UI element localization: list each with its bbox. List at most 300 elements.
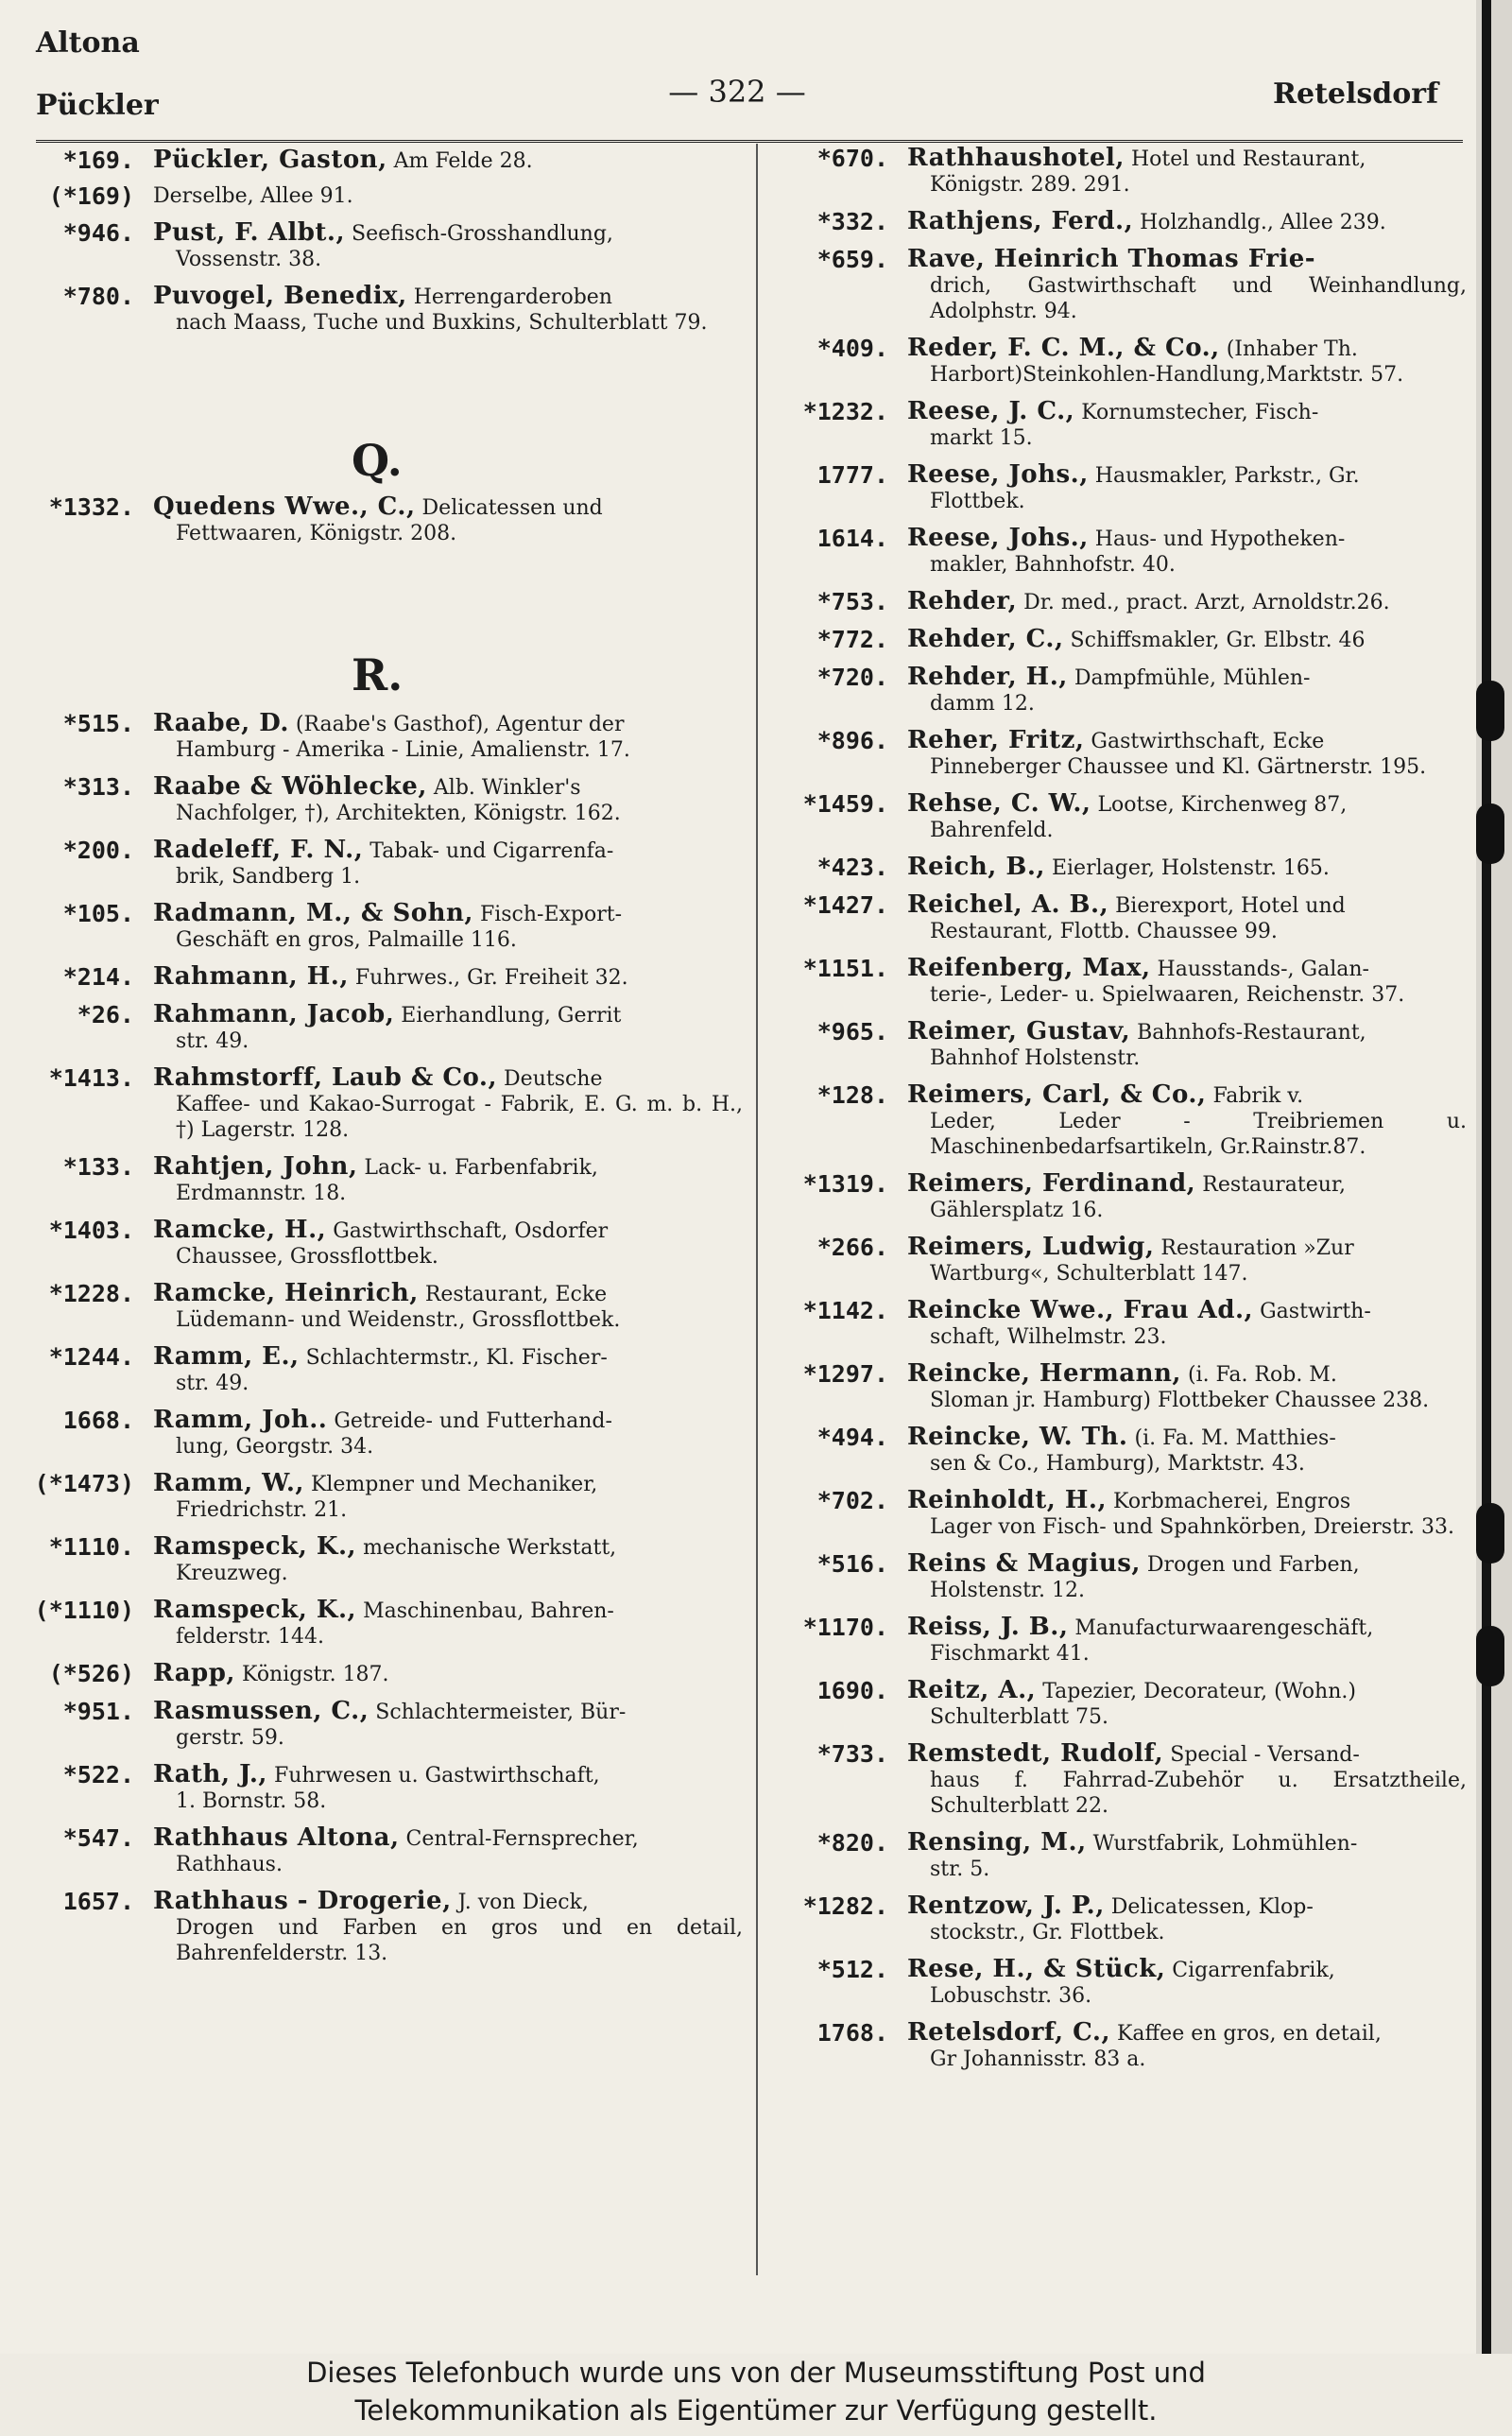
page-edge — [1476, 0, 1512, 2354]
directory-entry — [765, 1488, 1467, 1540]
directory-entry — [32, 1762, 743, 1814]
subscriber-name: Rahtjen, John, — [153, 1152, 358, 1181]
entry-text — [907, 146, 1467, 198]
entry-text — [907, 247, 1467, 324]
entry-address: drich, Gastwirthschaft und Weinhandlung, Adolphstr. 94. — [930, 274, 1467, 323]
directory-entry — [765, 892, 1467, 944]
entry-address: Schulterblatt 75. — [930, 1705, 1109, 1729]
entry-text — [907, 2020, 1467, 2072]
subscriber-name: Remstedt, Rudolf, — [907, 1739, 1164, 1768]
entry-text — [153, 494, 743, 546]
entry-details: Hotel und Restaurant, — [1130, 147, 1366, 171]
entry-details: Drogen und Farben, — [1146, 1553, 1360, 1577]
entry-details: (i. Fa. M. Matthies- — [1134, 1426, 1336, 1450]
entry-address: Gählersplatz 16. — [930, 1199, 1104, 1222]
subscriber-name: Rathjens, Ferd., — [907, 207, 1134, 235]
binding-bar — [1482, 0, 1491, 2354]
phone-number: *1170. — [802, 1614, 888, 1641]
directory-entry — [32, 1281, 743, 1333]
directory-entry — [32, 494, 743, 546]
directory-entry — [32, 1218, 743, 1270]
entry-text — [153, 220, 743, 272]
entry-address: markt 15. — [930, 426, 1033, 450]
phone-number: *494. — [816, 1424, 888, 1451]
phone-number: *820. — [816, 1829, 888, 1857]
entry-address: Wartburg«, Schulterblatt 147. — [930, 1262, 1248, 1286]
entry-address: Sloman jr. Hamburg) Flottbeker Chaussee 238. — [930, 1389, 1430, 1412]
phone-number: *670. — [816, 145, 888, 172]
entry-address: Nachfolger, †), Architekten, Königstr. 162. — [176, 802, 621, 825]
entry-address: Drogen und Farben en gros und en detail, Bahrenfelderstr. 13. — [176, 1916, 743, 1965]
entry-details: Delicatessen und — [421, 496, 603, 520]
phone-number: *780. — [62, 283, 134, 310]
phone-number: *1110. — [48, 1533, 134, 1561]
entry-text — [907, 1361, 1467, 1413]
entry-text — [907, 1893, 1467, 1945]
entry-details: Haus- und Hypotheken- — [1094, 527, 1346, 551]
subscriber-name: Reincke, W. Th. — [907, 1423, 1128, 1451]
phone-number: *1427. — [802, 891, 888, 919]
subscriber-name: Ramcke, Heinrich, — [153, 1279, 419, 1307]
subscriber-name: Rapp, — [153, 1659, 235, 1687]
entry-address: Hamburg - Amerika - Linie, Amalienstr. 17. — [176, 738, 630, 762]
entry-text — [907, 627, 1467, 653]
subscriber-name: Radmann, M., & Sohn, — [153, 899, 473, 927]
phone-number: *946. — [62, 219, 134, 247]
directory-entry — [765, 1615, 1467, 1667]
phone-number: (*169) — [48, 182, 134, 210]
phone-number: *1297. — [802, 1360, 888, 1388]
phone-number: *105. — [62, 900, 134, 927]
entry-text — [907, 1678, 1467, 1730]
entry-address: sen & Co., Hamburg), Marktstr. 43. — [930, 1452, 1305, 1476]
entry-address: Leder, Leder - Treibriemen u. Maschinenbedarfsartikeln, Gr.Rainstr.87. — [930, 1110, 1467, 1159]
subscriber-name: Reese, J. C., — [907, 397, 1075, 425]
phone-number: *200. — [62, 837, 134, 864]
phone-number: *214. — [62, 963, 134, 991]
subscriber-name: Reimers, Ferdinand, — [907, 1169, 1196, 1198]
directory-entry — [32, 1598, 743, 1650]
phone-number: *896. — [816, 727, 888, 754]
binding-mark — [1476, 803, 1504, 864]
phone-number: *313. — [62, 773, 134, 801]
phone-number: *733. — [816, 1740, 888, 1768]
entry-address: Harbort)Steinkohlen-Handlung,Marktstr. 57. — [930, 363, 1404, 387]
entry-text — [153, 1408, 743, 1460]
subscriber-name: Ramcke, H., — [153, 1216, 327, 1244]
phone-number: *1282. — [802, 1892, 888, 1920]
entry-address: Fettwaaren, Königstr. 208. — [176, 522, 457, 545]
entry-address: Königstr. 289. 291. — [930, 173, 1130, 197]
directory-entry — [32, 147, 743, 174]
directory-entry — [32, 1344, 743, 1396]
phone-number: *1142. — [802, 1297, 888, 1324]
column-divider — [756, 144, 758, 2275]
entry-details: Fabrik v. — [1212, 1084, 1304, 1108]
entry-details: Hausstands-, Galan- — [1157, 958, 1369, 981]
entry-text — [907, 1741, 1467, 1819]
directory-entry — [32, 1154, 743, 1206]
phone-number: *951. — [62, 1698, 134, 1725]
subscriber-name: Rehse, C. W., — [907, 789, 1091, 818]
entry-address: Rathhaus. — [176, 1853, 283, 1876]
entry-text — [907, 1298, 1467, 1350]
entry-details: Bierexport, Hotel und — [1115, 894, 1346, 918]
entry-text — [153, 1661, 743, 1687]
entry-text — [907, 399, 1467, 451]
entry-address: Vossenstr. 38. — [176, 248, 322, 271]
entry-text — [153, 1889, 743, 1966]
entry-text — [153, 183, 743, 209]
subscriber-name: Reimer, Gustav, — [907, 1017, 1131, 1045]
left-column — [32, 142, 743, 1966]
entry-address: makler, Bahnhofstr. 40. — [930, 553, 1176, 577]
subscriber-name: Ramspeck, K., — [153, 1596, 357, 1624]
subscriber-name: Rath, J., — [153, 1760, 267, 1788]
entry-details: (Inhaber Th. — [1226, 337, 1358, 361]
entry-address: damm 12. — [930, 692, 1035, 716]
directory-entry — [765, 2020, 1467, 2072]
entry-text — [153, 1065, 743, 1143]
entry-details: Klempner und Mechaniker, — [310, 1473, 598, 1496]
entry-details: Getreide- und Futterhand- — [334, 1409, 612, 1433]
entry-address: str. 5. — [930, 1857, 990, 1881]
subscriber-name: Reich, B., — [907, 853, 1045, 881]
phone-number: 1690. — [816, 1677, 888, 1704]
entry-address: Gr Johannisstr. 83 a. — [930, 2047, 1146, 2071]
entry-address: haus f. Fahrrad-Zubehör u. Ersatztheile, Schulterblatt 22. — [930, 1769, 1467, 1818]
directory-entry — [765, 1361, 1467, 1413]
entry-details: Fisch-Export- — [479, 903, 623, 926]
subscriber-name: Ramm, E., — [153, 1342, 300, 1371]
directory-entry — [32, 1408, 743, 1460]
phone-number: *1151. — [802, 955, 888, 982]
directory-entry — [32, 1889, 743, 1966]
phone-number: *659. — [816, 246, 888, 273]
phone-number: *1332. — [48, 493, 134, 521]
subscriber-name: Reher, Fritz, — [907, 726, 1085, 754]
entry-text — [153, 1281, 743, 1333]
entry-address: str. 49. — [176, 1029, 249, 1053]
entry-address: Pinneberger Chaussee und Kl. Gärtnerstr. 195. — [930, 755, 1427, 779]
entry-text — [153, 1002, 743, 1054]
section-letter: R. — [352, 649, 404, 700]
phone-number: *772. — [816, 626, 888, 653]
entry-text — [153, 1699, 743, 1751]
entry-text — [907, 1082, 1467, 1160]
entry-address: stockstr., Gr. Flottbek. — [930, 1921, 1165, 1944]
subscriber-name: Rahmstorff, Laub & Co., — [153, 1063, 498, 1092]
subscriber-name: Reifenberg, Max, — [907, 954, 1151, 982]
subscriber-name: Reese, Johs., — [907, 524, 1089, 552]
subscriber-name: Ramm, Joh.. — [153, 1406, 328, 1434]
subscriber-name: Reimers, Ludwig, — [907, 1233, 1155, 1261]
entry-details: Gastwirthschaft, Ecke — [1091, 730, 1325, 753]
entry-address: Friedrichstr. 21. — [176, 1498, 348, 1522]
phone-number: *1459. — [802, 790, 888, 818]
subscriber-name: Rave, Heinrich Thomas Frie- — [907, 245, 1316, 273]
directory-entry — [32, 1471, 743, 1523]
entry-text — [907, 728, 1467, 780]
entry-address: felderstr. 144. — [176, 1625, 325, 1649]
subscriber-name: Rensing, M., — [907, 1828, 1087, 1857]
directory-entry — [765, 1171, 1467, 1223]
subscriber-name: Rentzow, J. P., — [907, 1892, 1105, 1920]
subscriber-name: Rahmann, Jacob, — [153, 1000, 395, 1028]
entry-details: Schlachtermeister, Bür- — [375, 1701, 627, 1724]
binding-mark — [1476, 1626, 1504, 1686]
header-page-number: — 322 — — [668, 74, 806, 110]
directory-entry — [765, 462, 1467, 514]
entry-text — [907, 1615, 1467, 1667]
directory-entry — [765, 247, 1467, 324]
entry-details: Gastwirth- — [1260, 1300, 1371, 1323]
entry-details: Central-Fernsprecher, — [405, 1827, 639, 1851]
directory-entry — [32, 1002, 743, 1054]
directory-entry — [32, 1661, 743, 1687]
subscriber-name: Pust, F. Albt., — [153, 218, 345, 247]
entry-address: Restaurant, Flottb. Chaussee 99. — [930, 920, 1278, 943]
entry-text — [907, 1551, 1467, 1603]
phone-number: *515. — [62, 710, 134, 737]
subscriber-name: Radeleff, F. N., — [153, 836, 364, 864]
entry-details: Cigarrenfabrik, — [1172, 1959, 1335, 1982]
entry-text — [907, 1425, 1467, 1477]
entry-details: mechanische Werkstatt, — [363, 1536, 617, 1560]
entry-details: Seefisch-Grosshandlung, — [352, 222, 613, 246]
entry-details: Tabak- und Cigarrenfa- — [369, 839, 614, 863]
phone-number: *1228. — [48, 1280, 134, 1307]
subscriber-name: Ramspeck, K., — [153, 1532, 357, 1561]
entry-text — [153, 147, 743, 174]
phone-number: *965. — [816, 1018, 888, 1045]
entry-details: Derselbe, Allee 91. — [153, 184, 353, 208]
entry-details: Gastwirthschaft, Osdorfer — [333, 1219, 609, 1243]
directory-entry — [32, 838, 743, 890]
directory-entry — [765, 1551, 1467, 1603]
entry-details: Restauration »Zur — [1160, 1236, 1354, 1260]
subscriber-name: Rehder, C., — [907, 625, 1064, 653]
entry-details: Manufacturwaarengeschäft, — [1074, 1616, 1374, 1640]
entry-details: Herrengarderoben — [413, 285, 612, 309]
directory-entry — [32, 901, 743, 953]
entry-text — [153, 1825, 743, 1877]
right-column — [765, 142, 1467, 2072]
phone-number: *516. — [816, 1550, 888, 1578]
directory-entry — [765, 1425, 1467, 1477]
directory-entry — [765, 1298, 1467, 1350]
phone-number: 1657. — [62, 1888, 134, 1915]
directory-entry — [765, 1678, 1467, 1730]
subscriber-name: Reins & Magius, — [907, 1549, 1141, 1578]
entry-details: (Raabe's Gasthof), Agentur der — [295, 713, 625, 736]
subscriber-name: Reese, Johs., — [907, 460, 1089, 489]
directory-entry — [765, 956, 1467, 1008]
directory-entry — [765, 526, 1467, 578]
entry-text — [907, 855, 1467, 881]
phone-number: *1232. — [802, 398, 888, 425]
directory-entry — [765, 336, 1467, 388]
subscriber-name: Retelsdorf, C., — [907, 2018, 1110, 2047]
entry-details: Hausmakler, Parkstr., Gr. — [1094, 464, 1360, 488]
entry-text — [153, 901, 743, 953]
entry-details: Fuhrwesen u. Gastwirthschaft, — [273, 1764, 600, 1788]
entry-details: Dampfmühle, Mühlen- — [1074, 666, 1311, 690]
entry-address: schaft, Wilhelmstr. 23. — [930, 1325, 1167, 1349]
entry-details: Kornumstecher, Fisch- — [1081, 401, 1319, 424]
directory-entry — [765, 627, 1467, 653]
entry-details: Bahnhofs-Restaurant, — [1137, 1021, 1366, 1045]
header-first-name: Pückler — [36, 89, 159, 122]
section-letter: Q. — [352, 435, 403, 486]
entry-text — [907, 526, 1467, 578]
directory-entry — [32, 183, 743, 209]
directory-entry — [765, 665, 1467, 717]
phone-number: (*1473) — [34, 1470, 134, 1497]
entry-details: Korbmacherei, Engros — [1113, 1490, 1351, 1513]
phone-number: (*526) — [48, 1660, 134, 1687]
phone-number: 1768. — [816, 2019, 888, 2047]
entry-address: nach Maass, Tuche und Buxkins, Schulterblatt 79. — [176, 311, 708, 335]
entry-text — [153, 1154, 743, 1206]
directory-entry — [765, 1235, 1467, 1287]
header-last-name: Retelsdorf — [1273, 78, 1438, 111]
entry-details: Eierlager, Holstenstr. 165. — [1051, 856, 1330, 880]
directory-entry — [765, 1893, 1467, 1945]
entry-details: Schiffsmakler, Gr. Elbstr. 46 — [1070, 629, 1366, 652]
entry-address: lung, Georgstr. 34. — [176, 1435, 374, 1459]
entry-text — [153, 1344, 743, 1396]
entry-details: Schlachtermstr., Kl. Fischer- — [305, 1346, 608, 1370]
phone-number: *720. — [816, 664, 888, 691]
phone-number: 1614. — [816, 525, 888, 552]
phone-number: *522. — [62, 1761, 134, 1788]
subscriber-name: Raabe, D. — [153, 709, 289, 737]
subscriber-name: Reder, F. C. M., & Co., — [907, 334, 1220, 362]
entry-details: Holzhandlg., Allee 239. — [1140, 211, 1386, 234]
entry-details: Kaffee en gros, en detail, — [1117, 2022, 1382, 2046]
entry-address: gerstr. 59. — [176, 1726, 284, 1750]
entry-text — [907, 336, 1467, 388]
phone-number: *26. — [77, 1001, 134, 1028]
entry-details: Wurstfabrik, Lohmühlen- — [1092, 1832, 1358, 1856]
entry-address: Kreuzweg. — [176, 1562, 288, 1585]
subscriber-name: Reichel, A. B., — [907, 890, 1109, 919]
subscriber-name: Raabe & Wöhlecke, — [153, 772, 427, 801]
entry-text — [907, 956, 1467, 1008]
entry-text — [907, 1957, 1467, 2009]
entry-details: Lack- u. Farbenfabrik, — [364, 1156, 598, 1180]
directory-entry — [32, 1065, 743, 1143]
footer-line: Telekommunikation als Eigentümer zur Verfügung gestellt. — [354, 2394, 1158, 2427]
entry-text — [907, 1019, 1467, 1071]
directory-entry — [765, 1082, 1467, 1160]
entry-address: brik, Sandberg 1. — [176, 865, 361, 889]
phone-number: *409. — [816, 335, 888, 362]
entry-address: Erdmannstr. 18. — [176, 1182, 347, 1205]
entry-text — [153, 1598, 743, 1650]
directory-entry — [32, 1825, 743, 1877]
entry-text — [907, 665, 1467, 717]
subscriber-name: Reincke, Hermann, — [907, 1359, 1181, 1388]
entry-details: Dr. med., pract. Arzt, Arnoldstr.26. — [1023, 591, 1390, 614]
subscriber-name: Quedens Wwe., C., — [153, 492, 416, 521]
phone-number: *266. — [816, 1234, 888, 1261]
directory-entry — [32, 220, 743, 272]
directory-entry — [32, 284, 743, 336]
phone-number: *1413. — [48, 1064, 134, 1092]
entry-address: Lager von Fisch- und Spahnkörben, Dreierstr. 33. — [930, 1515, 1455, 1539]
entry-address: 1. Bornstr. 58. — [176, 1789, 327, 1813]
entry-address: Geschäft en gros, Palmaille 116. — [176, 928, 517, 952]
entry-text — [907, 1235, 1467, 1287]
phone-number: *1244. — [48, 1343, 134, 1371]
entry-text — [907, 791, 1467, 843]
entry-details: (i. Fa. Rob. M. — [1187, 1363, 1337, 1387]
entry-text — [153, 774, 743, 826]
entry-text — [153, 711, 743, 763]
phone-number: *547. — [62, 1824, 134, 1852]
entry-text — [907, 1488, 1467, 1540]
entry-text — [907, 1171, 1467, 1223]
directory-entry — [765, 589, 1467, 615]
entry-address: Chaussee, Grossflottbek. — [176, 1245, 438, 1269]
directory-entry — [32, 964, 743, 991]
phone-number: *1319. — [802, 1170, 888, 1198]
entry-details: Fuhrwes., Gr. Freiheit 32. — [354, 966, 628, 990]
phone-number: *169. — [62, 147, 134, 174]
directory-entry — [765, 399, 1467, 451]
subscriber-name: Reinholdt, H., — [907, 1486, 1108, 1514]
phone-number: *133. — [62, 1153, 134, 1181]
entry-text — [907, 589, 1467, 615]
entry-text — [153, 1534, 743, 1586]
entry-details: Restaurateur, — [1202, 1173, 1347, 1197]
directory-entry — [32, 1699, 743, 1751]
entry-text — [907, 1830, 1467, 1882]
subscriber-name: Rese, H., & Stück, — [907, 1955, 1166, 1983]
entry-address: terie-, Leder- u. Spielwaaren, Reichenstr. 37. — [930, 983, 1405, 1007]
phone-number: 1668. — [62, 1407, 134, 1434]
entry-details: Deutsche — [504, 1067, 603, 1091]
phone-number: *702. — [816, 1487, 888, 1514]
header-place: Altona — [36, 26, 140, 60]
entry-details: Eierhandlung, Gerrit — [401, 1004, 622, 1028]
subscriber-name: Rathhaushotel, — [907, 144, 1125, 172]
entry-address: Fischmarkt 41. — [930, 1642, 1090, 1666]
entry-address: Holstenstr. 12. — [930, 1579, 1085, 1602]
directory-entry — [32, 711, 743, 763]
entry-details: Delicatessen, Klop- — [1110, 1895, 1314, 1919]
directory-entry — [765, 855, 1467, 881]
entry-details: Restaurant, Ecke — [424, 1283, 608, 1306]
directory-entry — [765, 1957, 1467, 2009]
subscriber-name: Ramm, W., — [153, 1469, 304, 1497]
directory-entry — [32, 1534, 743, 1586]
entry-address: Lüdemann- und Weidenstr., Grossflottbek. — [176, 1308, 621, 1332]
subscriber-name: Reitz, A., — [907, 1676, 1037, 1704]
entry-address: Lobuschstr. 36. — [930, 1984, 1092, 2008]
entry-details: Maschinenbau, Bahren- — [363, 1599, 614, 1623]
entry-text — [907, 892, 1467, 944]
entry-details: Lootse, Kirchenweg 87, — [1097, 793, 1348, 817]
directory-entry — [765, 146, 1467, 198]
subscriber-name: Reimers, Carl, & Co., — [907, 1080, 1207, 1109]
directory-entry — [765, 1741, 1467, 1819]
directory-entry — [765, 1830, 1467, 1882]
phone-number: *1403. — [48, 1217, 134, 1244]
directory-entry — [765, 728, 1467, 780]
